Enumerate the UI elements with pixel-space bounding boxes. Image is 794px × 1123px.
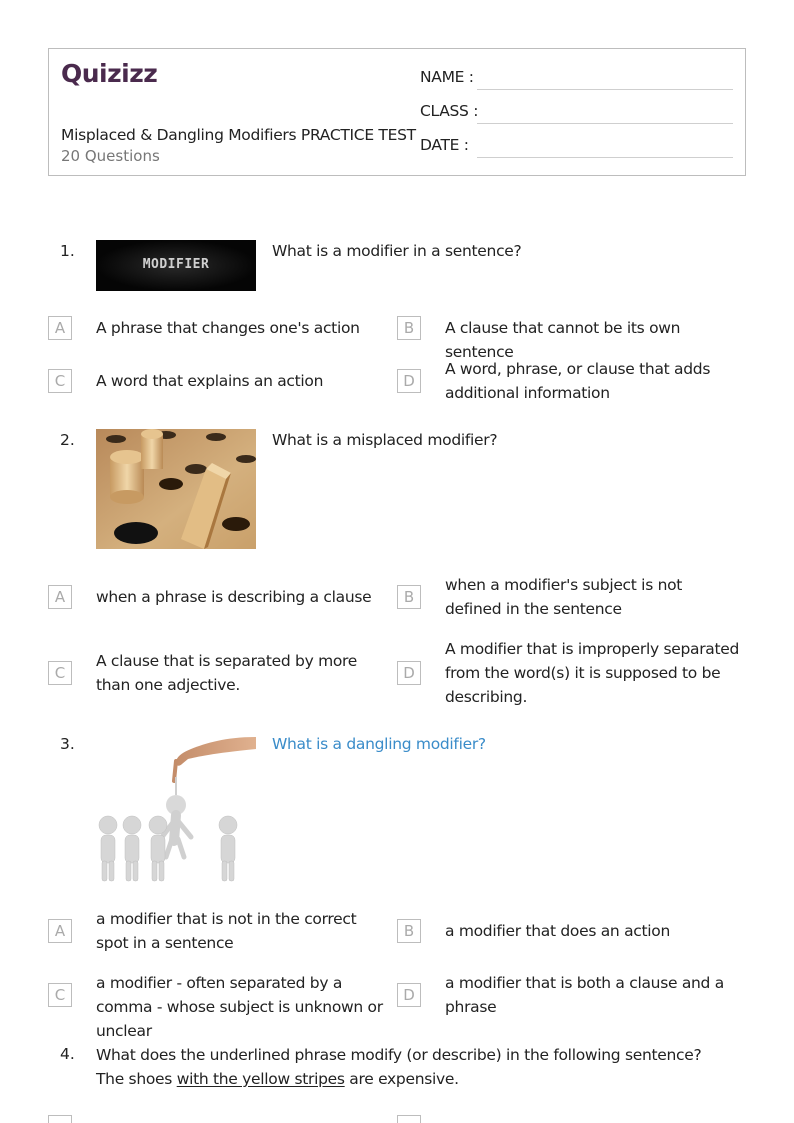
option-letter[interactable]: A [48, 585, 72, 609]
date-label: DATE : [420, 136, 469, 154]
worksheet-header [48, 48, 746, 176]
date-line [477, 157, 733, 158]
name-label: NAME : [420, 68, 474, 86]
option-text[interactable]: A clause that is separated by more than one adjective. [96, 652, 358, 694]
option-text[interactable]: a modifier that is both a clause and a phrase [445, 974, 724, 1016]
name-field[interactable] [420, 68, 474, 86]
question-text: What does the underlined phrase modify (or describe) in the following sentence? [96, 1046, 702, 1064]
pegboard-image-art [96, 429, 256, 549]
option-letter[interactable]: B [397, 316, 421, 340]
pegboard-image [96, 429, 256, 549]
sentence-before: The shoes [96, 1070, 177, 1088]
question-number: 4. [60, 1045, 75, 1063]
option-text[interactable]: A word that explains an action [96, 372, 324, 390]
question-sentence [96, 1067, 459, 1091]
option-letter[interactable]: A [48, 316, 72, 340]
option-letter-cutoff[interactable] [48, 1115, 72, 1123]
option-letter[interactable]: D [397, 661, 421, 685]
class-field[interactable] [420, 102, 478, 120]
class-line [477, 123, 733, 124]
option-text[interactable]: a modifier that is not in the correct spot in a sentence [96, 910, 357, 952]
sentence-after: are expensive. [344, 1070, 459, 1088]
option-text[interactable]: A modifier that is improperly separated from the word(s) it is supposed to be describing. [445, 640, 740, 706]
dangling-figure-art [96, 733, 256, 885]
name-line [477, 89, 733, 90]
option-text[interactable]: A phrase that changes one's action [96, 319, 360, 337]
question-text: What is a modifier in a sentence? [272, 242, 522, 260]
option-letter[interactable]: D [397, 983, 421, 1007]
option-letter[interactable]: D [397, 369, 421, 393]
question-number: 2. [60, 431, 75, 449]
option-text[interactable]: A clause that cannot be its own sentence [445, 319, 681, 361]
option-letter[interactable]: B [397, 585, 421, 609]
modifier-image-caption: MODIFIER [142, 257, 210, 272]
class-label: CLASS : [420, 102, 479, 120]
option-text[interactable]: A word, phrase, or clause that adds additional information [445, 360, 711, 402]
option-text[interactable]: when a phrase is describing a clause [96, 588, 372, 606]
question-count: 20 Questions [61, 147, 160, 165]
question-text[interactable]: What is a dangling modifier? [272, 735, 486, 753]
option-letter[interactable]: B [397, 919, 421, 943]
modifier-image [96, 240, 256, 291]
worksheet-title: Misplaced & Dangling Modifiers PRACTICE TEST [61, 126, 416, 144]
underlined-phrase: with the yellow stripes [176, 1070, 345, 1088]
question-text: What is a misplaced modifier? [272, 431, 498, 449]
option-text[interactable]: a modifier - often separated by a comma - whose subject is unknown or unclear [96, 974, 383, 1040]
option-letter[interactable]: C [48, 661, 72, 685]
option-letter[interactable]: A [48, 919, 72, 943]
option-letter[interactable]: C [48, 369, 72, 393]
dangling-figure-image [96, 733, 256, 885]
quizizz-logo: Quizizz [61, 59, 158, 88]
option-text[interactable]: when a modifier's subject is not defined in the sentence [445, 576, 683, 618]
question-number: 1. [60, 242, 75, 260]
option-letter[interactable]: C [48, 983, 72, 1007]
option-text[interactable]: a modifier that does an action [445, 922, 670, 940]
date-field[interactable] [420, 136, 469, 154]
question-number: 3. [60, 735, 75, 753]
option-letter-cutoff[interactable] [397, 1115, 421, 1123]
